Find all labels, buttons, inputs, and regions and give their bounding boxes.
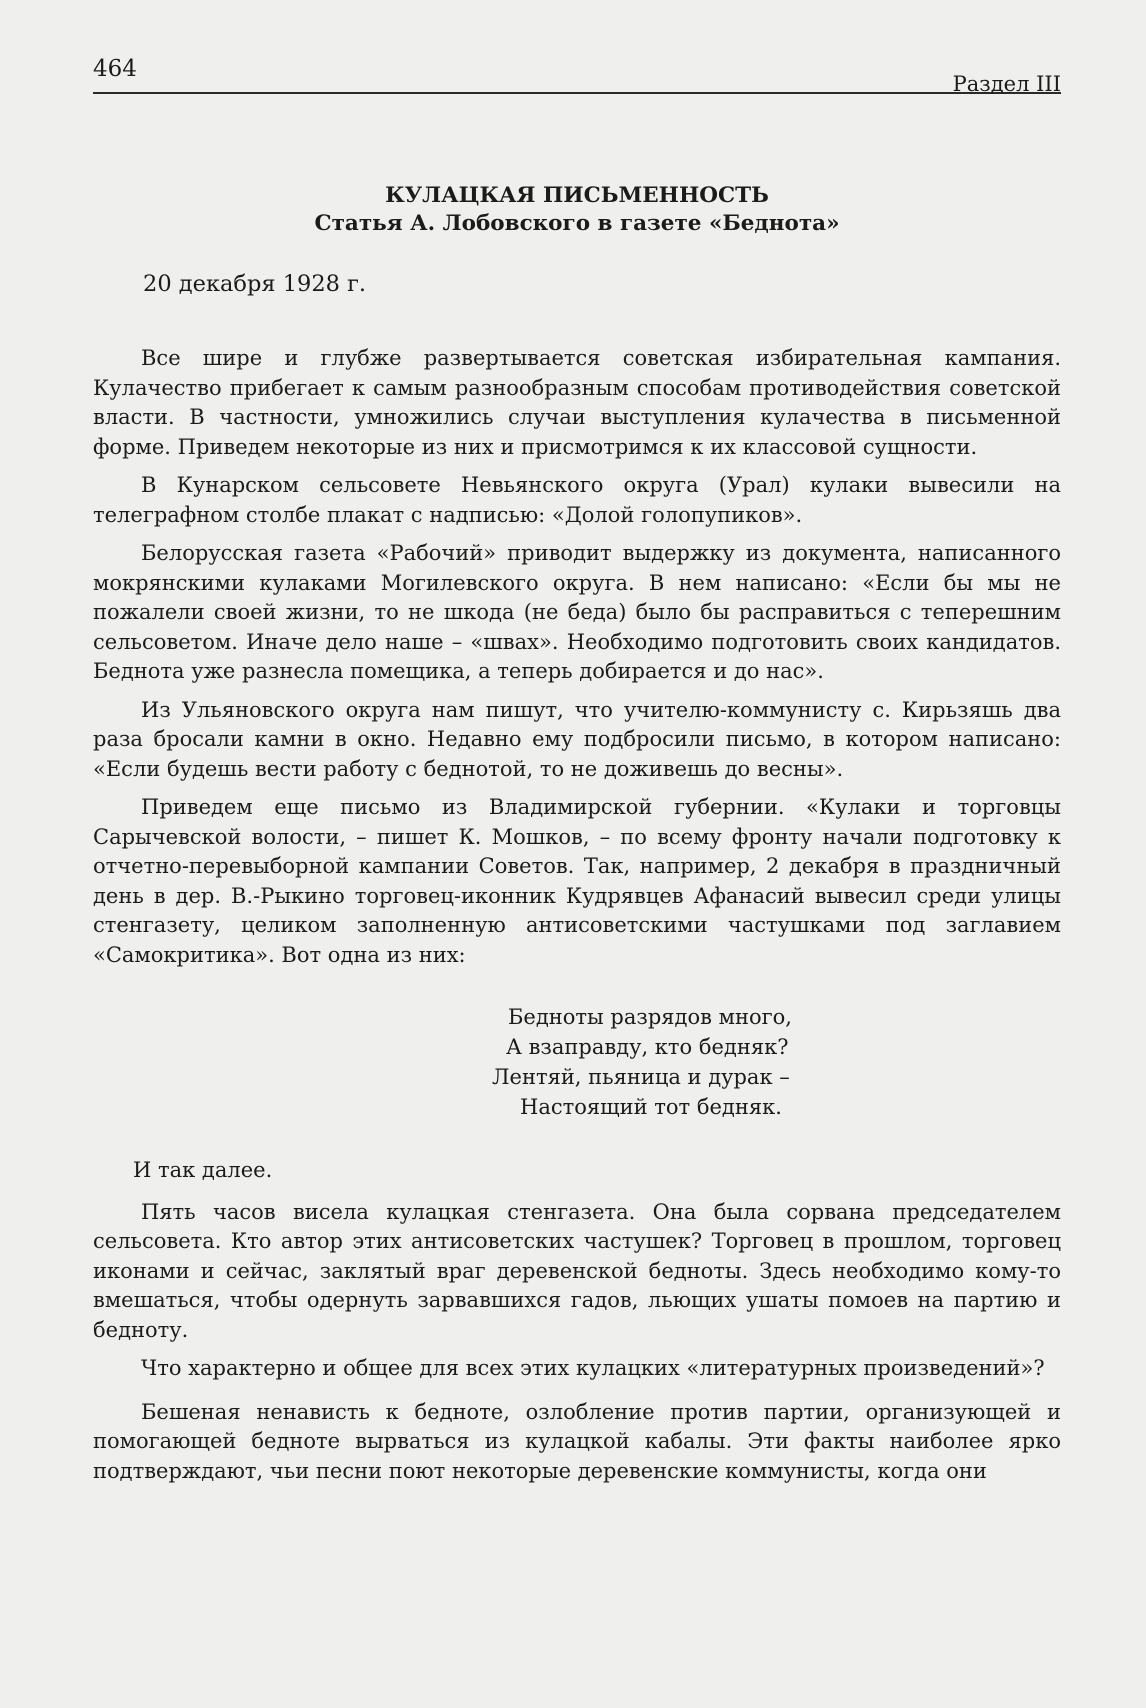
paragraph: Бешеная ненависть к бедноте, озлобление против партии, организующей и помогающей бедноте вырваться из кулацкой кабалы. Эти факты наиболее ярко подтверждают, чьи песни поют некоторые деревенские коммунисты, когда они xyxy=(93,1399,1061,1483)
section-label: Раздел III xyxy=(952,72,1061,96)
paragraph: Что характерно и общее для всех этих кулацких «литературных произведений»? xyxy=(141,1356,1045,1380)
article-body xyxy=(93,344,1061,1495)
title-heading: КУЛАЦКАЯ ПИСЬМЕННОСТЬ xyxy=(385,183,769,208)
paragraph-after-poem: И так далее. xyxy=(133,1158,273,1182)
paragraph: Из Ульяновского округа нам пишут, что учителю-коммунисту с. Кирьзяшь два раза бросали камни в окно. Недавно ему подбросили письмо, в котором написано: «Если будешь вести работу с беднотой, то не доживешь до весны». xyxy=(93,697,1061,781)
paragraph: Пять часов висела кулацкая стенгазета. Она была сорвана председателем сельсовета. Кто автор этих антисоветских частушек? Торговец в прошлом, торговец иконами и сейчас, заклятый враг деревенской бедноты. Здесь необходимо кому-то вмешаться, чтобы одернуть зарвавшихся гадов, льющих ушаты помоев на партию и бедноту. xyxy=(93,1199,1061,1342)
poem-verse xyxy=(93,1002,1061,1122)
page-number: 464 xyxy=(93,56,137,82)
article-date: 20 декабря 1928 г. xyxy=(143,271,367,297)
paragraph: В Кунарском сельсовете Невьянского округа (Урал) кулаки вывесили на телеграфном столбе плакат с надписью: «Долой голопупиков». xyxy=(93,473,1061,527)
poem-line: Лентяй, пьяница и дурак – xyxy=(492,1065,790,1089)
paragraph: Белорусская газета «Рабочий» приводит выдержку из документа, написанного мокрянскими кулаками Могилевского округа. В нем написано: «Если бы мы не пожалели своей жизни, то не шкода (не беда) было бы расправиться с теперешним сельсоветом. Иначе дело наше – «швах». Необходимо подготовить своих кандидатов. Беднота уже разнесла помещика, а теперь добирается и до нас». xyxy=(93,541,1061,683)
article-title xyxy=(93,182,1061,238)
paragraph: Приведем еще письмо из Владимирской губернии. «Кулаки и торговцы Сарычевской волости, – пишет К. Мошков, – по всему фронту начали подготовку к отчетно-перевыборной кампании Советов. Так, например, 2 декабря в праздничный день в дер. В.-Рыкино торговец-иконник Кудрявцев Афанасий вывесил среди улицы стенгазету, целиком заполненную антисоветскими частушками под заглавием «Самокритика». Вот одна из них: xyxy=(93,795,1061,967)
title-subheading: Статья А. Лобовского в газете «Беднота» xyxy=(314,211,840,236)
poem-line: Настоящий тот бедняк. xyxy=(520,1095,782,1119)
paragraph: Все шире и глубже развертывается советская избирательная кампания. Кулачество прибегает к самым разнообразным способам противодействия советской власти. В частности, умножились случаи выступления кулачества в письменной форме. Приведем некоторые из них и присмотримся к их классовой сущности. xyxy=(93,346,1061,459)
running-header xyxy=(93,50,1061,94)
poem-line: Бедноты разрядов много, xyxy=(508,1005,792,1029)
poem-line: А взаправду, кто бедняк? xyxy=(506,1035,789,1059)
